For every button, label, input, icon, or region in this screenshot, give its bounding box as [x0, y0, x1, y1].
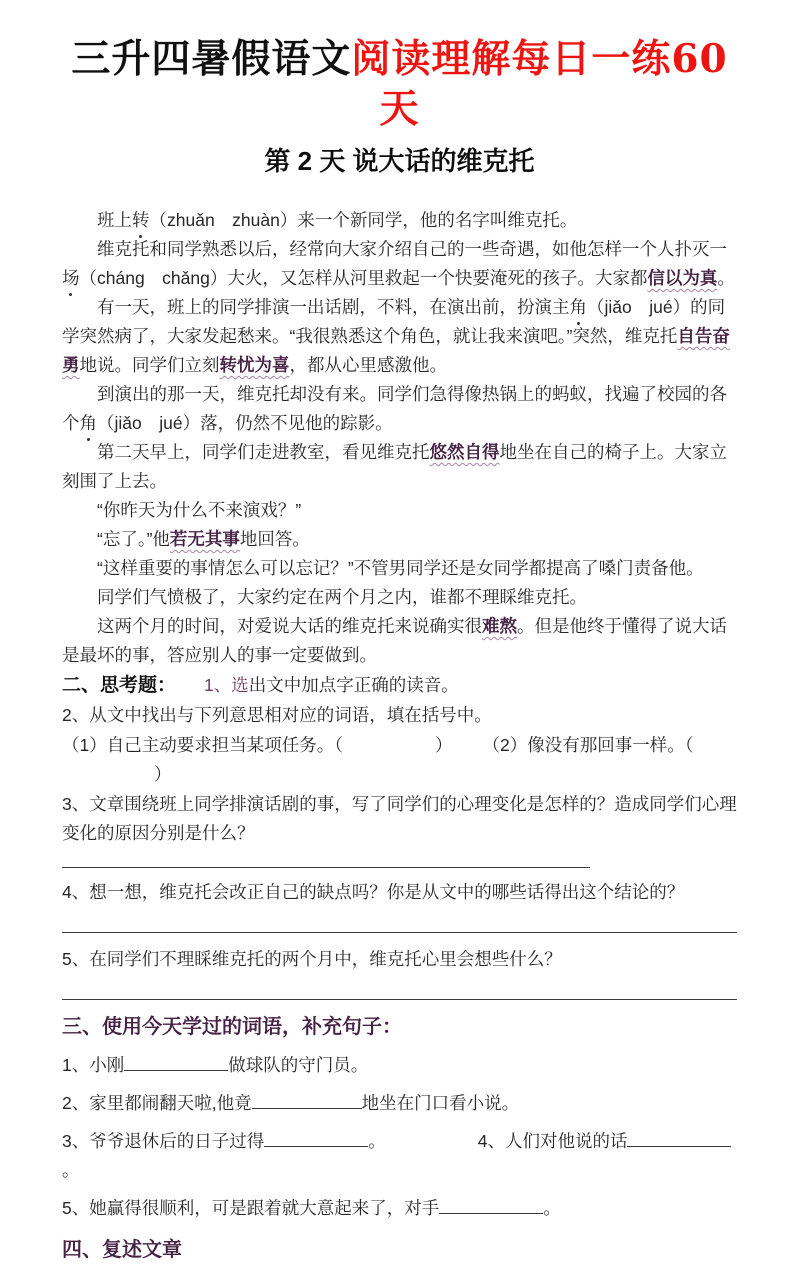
- text-run: （jiǎo jué）落，仍然不见他的踪影。: [97, 413, 393, 433]
- highlight-run: 1、选: [204, 675, 249, 695]
- dotted-char: 角: [570, 293, 588, 322]
- text-run: （2）像没有那回事一样。（: [482, 735, 694, 755]
- text-run: 班上: [97, 210, 132, 230]
- answer-blank: [627, 1129, 731, 1148]
- answer-blank: [62, 850, 590, 869]
- text-run: 第二天早上，同学们走进教室，看见维克托: [97, 442, 430, 462]
- text-run: 地回答。: [239, 529, 310, 549]
- text-run: （zhuǎn zhuàn）来一个新同学，他的名字叫维克托。: [149, 210, 578, 230]
- answer-line-1: [62, 932, 737, 933]
- text-run: 1、小刚: [62, 1055, 125, 1075]
- content: [62, 206, 737, 1265]
- emphasized-word: 转忧为喜: [219, 355, 290, 375]
- text-run: （1）自己主动要求担当某项任务。（: [62, 735, 343, 755]
- answer-blank: [252, 1091, 362, 1110]
- story-dialog-1: [62, 496, 737, 525]
- text-run: 3、爷爷退休后的日子过得: [62, 1131, 265, 1151]
- question-5: [62, 945, 737, 974]
- story-dialog-3: [62, 554, 737, 583]
- text-run: 四、复述文章: [62, 1239, 182, 1261]
- page-title-red: 阅读理解每日一练60天: [351, 36, 728, 132]
- text-run: ，都从心里感激他。: [289, 355, 447, 375]
- section-label: 二、思考题：: [62, 675, 177, 696]
- emphasized-word: 信以为真: [647, 268, 718, 288]
- text-run: 。: [368, 1131, 386, 1151]
- story-paragraph-5: [62, 438, 737, 496]
- section4-heading: [62, 1235, 737, 1265]
- text-run: （jiǎo jué）的同学突然病了，大家发起愁来。“我很熟悉这个角色，就让我来演吧。”突然，维克托: [62, 297, 726, 346]
- story-paragraph-4: [62, 380, 737, 438]
- answer-blank: [439, 1196, 543, 1215]
- text-run: 3、文章围绕班上同学排演话剧的事，写了同学们的心理变化是怎样的？造成同学们心理变化的原因分别是什么？: [62, 794, 737, 843]
- dotted-char: 转: [132, 206, 150, 235]
- question-2: [62, 701, 737, 730]
- answer-blank: [124, 1053, 228, 1072]
- emphasized-word: 悠然自得: [429, 442, 500, 462]
- text-run: ）: [154, 764, 172, 784]
- text-run: 。: [62, 1160, 80, 1180]
- text-run: 4、想一想，维克托会改正自己的缺点吗？你是从文中的哪些话得出这个结论的？: [62, 882, 685, 902]
- story-paragraph-6: [62, 583, 737, 612]
- section2-heading-line: [62, 671, 737, 700]
- text-run: 地说。同学们立刻: [79, 355, 220, 375]
- question-2-items: [62, 731, 737, 789]
- lesson-subtitle: 第 2 天 说大话的维克托: [264, 146, 535, 176]
- text-run: 有一天，班上的同学排演一出话剧，不料，在演出前，扮演主: [97, 297, 570, 317]
- story-paragraph-1: [62, 206, 737, 235]
- text-run: 地坐在门口看小说。: [361, 1093, 520, 1113]
- text-run: 维克托和同学熟悉以后，经常向大家介绍自己的一些奇遇，如他怎样一个人扑灭一: [97, 239, 727, 259]
- question-4: [62, 878, 737, 907]
- answer-blank: [264, 1129, 368, 1148]
- text-run: （cháng chǎng）大火，又怎样从河里救起一个快要淹死的孩子。大家都: [79, 268, 648, 288]
- text-run: 2、从文中找出与下列意思相对应的词语，填在括号中。: [62, 705, 492, 725]
- page-title: [62, 34, 737, 134]
- sentence-5: [62, 1194, 737, 1223]
- text-run: 。: [543, 1198, 561, 1218]
- dotted-char: 场: [62, 264, 80, 293]
- sentence-2: [62, 1089, 737, 1118]
- text-run: 这两个月的时间，对爱说大话的维克托来说确实很: [97, 616, 482, 636]
- dotted-char: 角: [80, 409, 98, 438]
- story-paragraph-3: [62, 293, 737, 380]
- answer-line-2: [62, 999, 737, 1000]
- text-run: “这样重要的事情怎么可以忘记？”不管男同学还是女同学都提高了嗓门责备他。: [97, 558, 704, 578]
- page-title-black: 三升四暑假语文: [71, 36, 352, 82]
- sentence-1: [62, 1051, 737, 1080]
- text-run: 。但是他终于懂得了说大话是最坏的事，答应别人的事一定要做到。: [62, 616, 727, 665]
- text-run: 5、在同学们不理睬维克托的两个月中，维克托心里会想些什么？: [62, 949, 562, 969]
- text-run: 三、使用今天学过的词语，补充句子：: [62, 1016, 402, 1038]
- section3-heading: [62, 1012, 737, 1042]
- story-dialog-2: [62, 525, 737, 554]
- text-run: 5、她赢得很顺利，可是跟着就大意起来了，对手: [62, 1198, 440, 1218]
- sentence-3-4: [62, 1127, 737, 1185]
- text-run: 4、人们对他说的话: [477, 1131, 628, 1151]
- text-run: 出文中加点字正确的读音。: [248, 675, 459, 695]
- question-3: [62, 790, 737, 877]
- emphasized-word: 自告奋勇: [62, 326, 730, 375]
- text-run: ）: [434, 735, 453, 755]
- story-paragraph-7: [62, 612, 737, 670]
- emphasized-word: 难熬: [482, 616, 517, 636]
- text-run: 到演出的那一天，维克托却没有来。同学们急得像热锅上的蚂蚁，找遍了校园的各个: [62, 384, 727, 433]
- text-run: 2、家里都闹翻天啦,他竟: [62, 1093, 252, 1113]
- text-run: 做球队的守门员。: [228, 1055, 369, 1075]
- emphasized-word: 若无其事: [169, 529, 240, 549]
- text-run: 同学们气愤极了，大家约定在两个月之内，谁都不理睬维克托。: [97, 587, 587, 607]
- text-run: “你昨天为什么不来演戏？”: [97, 500, 302, 520]
- text-run: 地坐在自己的椅子上。大家立刻围了上去。: [62, 442, 727, 491]
- text-run: 。: [717, 268, 735, 288]
- text-run: “忘了。”他: [97, 529, 170, 549]
- story-paragraph-2: [62, 235, 737, 293]
